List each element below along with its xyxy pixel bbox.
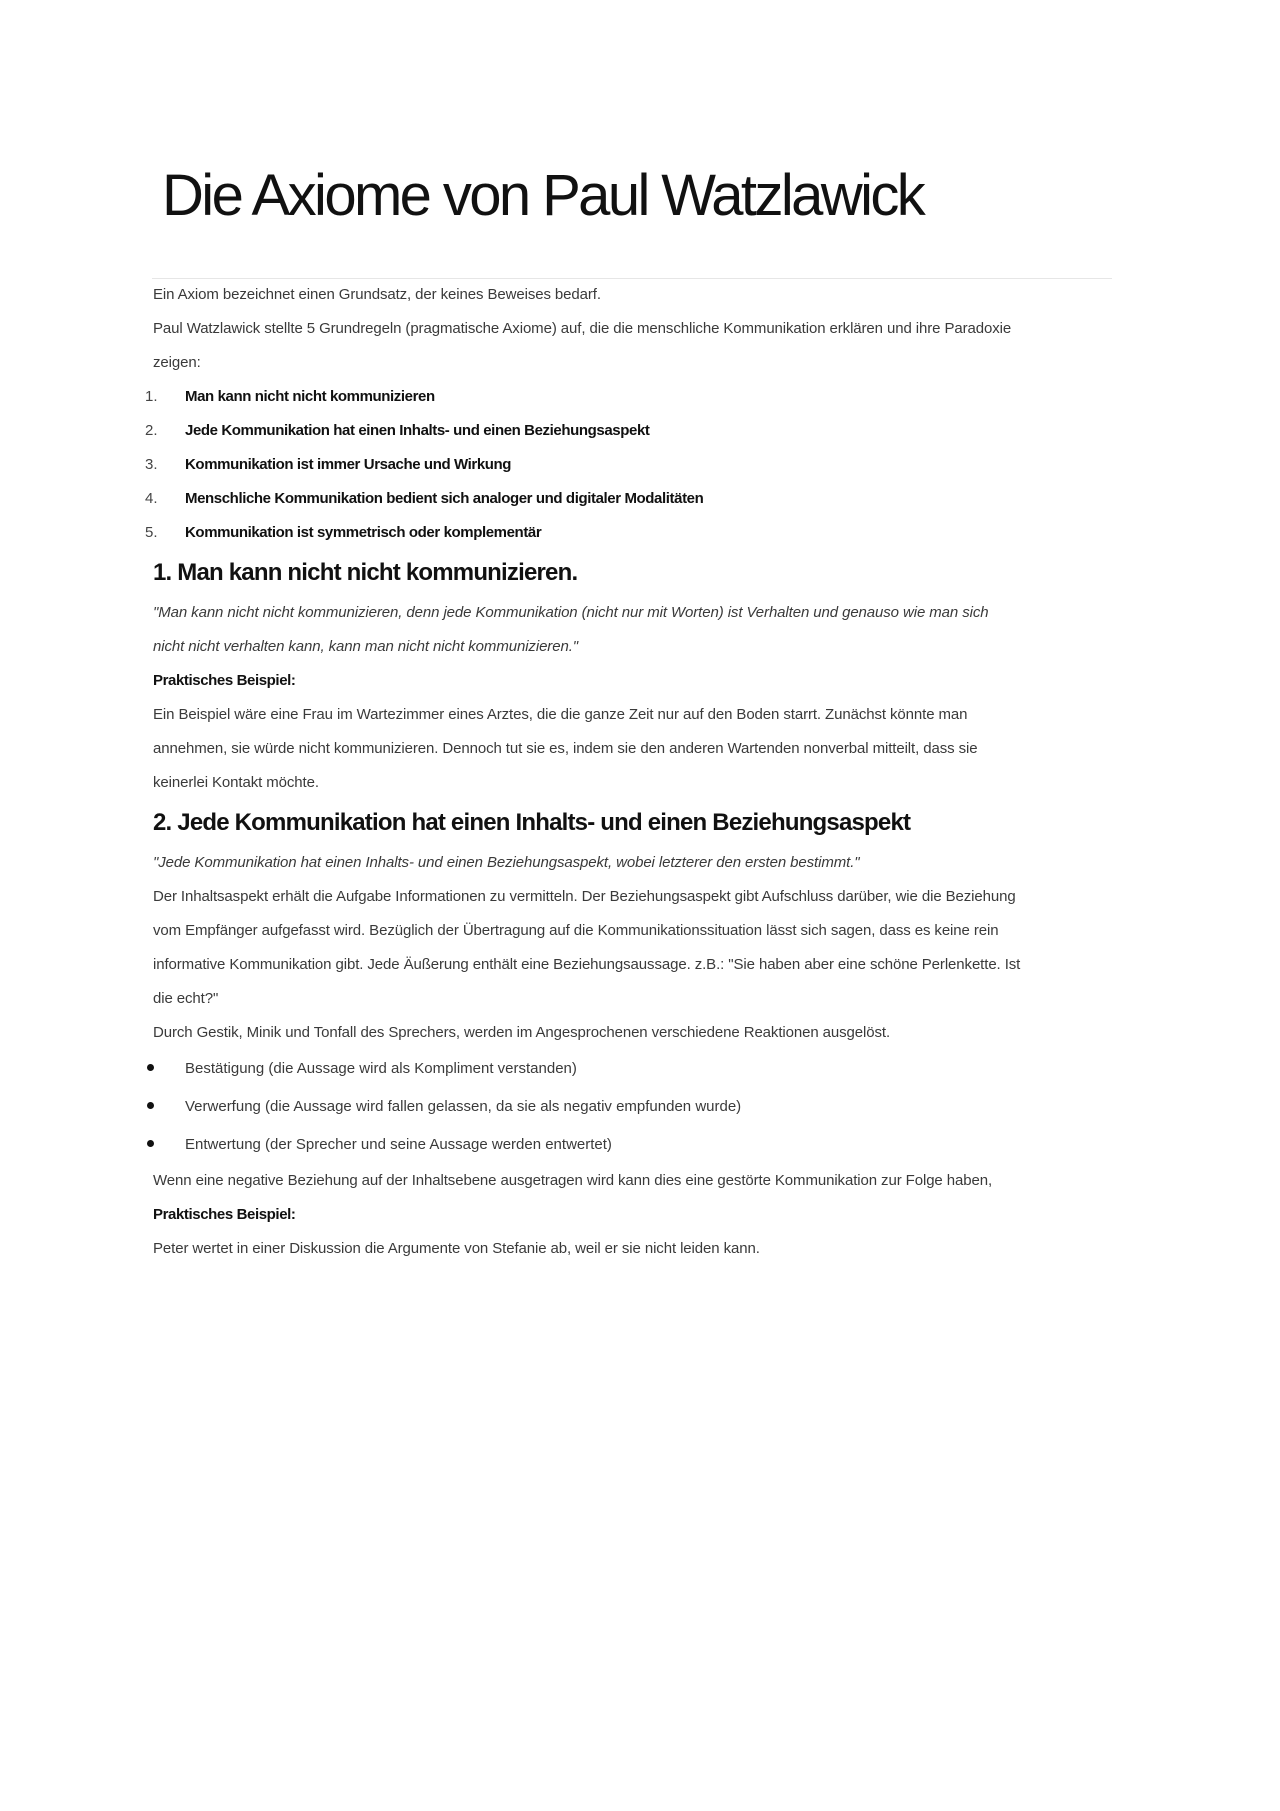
intro-line: zeigen: xyxy=(153,354,201,371)
axiom-number: 3. xyxy=(145,456,158,473)
bullet-icon xyxy=(147,1102,154,1109)
section-2-body-line: Durch Gestik, Minik und Tonfall des Sprechers, werden im Angesprochenen verschiedene Reaktionen ausgelöst. xyxy=(153,1024,891,1041)
intro-line: Ein Axiom bezeichnet einen Grundsatz, der keines Beweises bedarf. xyxy=(153,286,601,303)
axiom-text: Man kann nicht nicht kommunizieren xyxy=(185,388,435,405)
section-1-example-line: annehmen, sie würde nicht kommunizieren. Dennoch tut sie es, indem sie den anderen Wartenden nonverbal mitteilt, dass sie xyxy=(153,740,978,757)
axiom-text: Kommunikation ist immer Ursache und Wirkung xyxy=(185,456,512,473)
reaction-item xyxy=(153,1050,1133,1088)
reaction-item xyxy=(153,1088,1133,1126)
axiom-item xyxy=(145,380,1133,414)
reaction-list xyxy=(153,1050,1133,1164)
bullet-icon xyxy=(147,1140,154,1147)
section-1-example-line: keinerlei Kontakt möchte. xyxy=(153,774,319,791)
axiom-item xyxy=(145,414,1133,448)
section-2-example: Peter wertet in einer Diskussion die Argumente von Stefanie ab, weil er sie nicht leiden kann. xyxy=(153,1240,760,1257)
section-1-example-label: Praktisches Beispiel: xyxy=(153,672,296,689)
axiom-list xyxy=(145,380,1133,550)
reaction-text: Entwertung (der Sprecher und seine Aussage werden entwertet) xyxy=(185,1136,612,1153)
section-2-quote: "Jede Kommunikation hat einen Inhalts- und einen Beziehungsaspekt, wobei letzterer den ersten bestimmt." xyxy=(153,854,860,871)
axiom-text: Jede Kommunikation hat einen Inhalts- und einen Beziehungsaspekt xyxy=(185,422,650,439)
reaction-text: Bestätigung (die Aussage wird als Kompliment verstanden) xyxy=(185,1060,577,1077)
section-2-example-label: Praktisches Beispiel: xyxy=(153,1206,296,1223)
reaction-item xyxy=(153,1126,1133,1164)
axiom-item xyxy=(145,516,1133,550)
section-1-quote-line: "Man kann nicht nicht kommunizieren, denn jede Kommunikation (nicht nur mit Worten) ist Verhalten und genauso wie man sich xyxy=(153,604,989,621)
axiom-number: 2. xyxy=(145,422,158,439)
section-1-heading: 1. Man kann nicht nicht kommunizieren. xyxy=(153,559,578,586)
section-2-body-line: informative Kommunikation gibt. Jede Äußerung enthält eine Beziehungsaussage. z.B.: "Sie haben aber eine schöne Perlenkette. Ist xyxy=(153,956,1021,973)
section-2-body-line: die echt?" xyxy=(153,990,219,1007)
document-title: Die Axiome von Paul Watzlawick xyxy=(162,163,924,228)
bullet-icon xyxy=(147,1064,154,1071)
section-2-body-line: vom Empfänger aufgefasst wird. Bezüglich der Übertragung auf die Kommunikationssituation lässt sich sagen, dass es keine rein xyxy=(153,922,999,939)
document-body xyxy=(145,278,1133,1266)
section-2-heading: 2. Jede Kommunikation hat einen Inhalts- und einen Beziehungsaspekt xyxy=(153,809,911,836)
section-1-example-line: Ein Beispiel wäre eine Frau im Wartezimmer eines Arztes, die die ganze Zeit nur auf den Boden starrt. Zunächst könnte man xyxy=(153,706,968,723)
reaction-text: Verwerfung (die Aussage wird fallen gelassen, da sie als negativ empfunden wurde) xyxy=(185,1098,742,1115)
axiom-text: Menschliche Kommunikation bedient sich analoger und digitaler Modalitäten xyxy=(185,490,704,507)
axiom-number: 5. xyxy=(145,524,158,541)
section-2-after-bullets: Wenn eine negative Beziehung auf der Inhaltsebene ausgetragen wird kann dies eine gestörte Kommunikation zur Folge haben, xyxy=(153,1172,993,1189)
section-1-quote-line: nicht nicht verhalten kann, kann man nicht nicht kommunizieren." xyxy=(153,638,578,655)
axiom-item xyxy=(145,482,1133,516)
axiom-item xyxy=(145,448,1133,482)
axiom-number: 1. xyxy=(145,388,158,405)
axiom-number: 4. xyxy=(145,490,158,507)
section-2-body-line: Der Inhaltsaspekt erhält die Aufgabe Informationen zu vermitteln. Der Beziehungsaspekt gibt Aufschluss darüber, wie die Beziehung xyxy=(153,888,1016,905)
intro-line: Paul Watzlawick stellte 5 Grundregeln (pragmatische Axiome) auf, die die menschliche Kommunikation erklären und ihre Paradoxie xyxy=(153,320,1012,337)
axiom-text: Kommunikation ist symmetrisch oder komplementär xyxy=(185,524,542,541)
